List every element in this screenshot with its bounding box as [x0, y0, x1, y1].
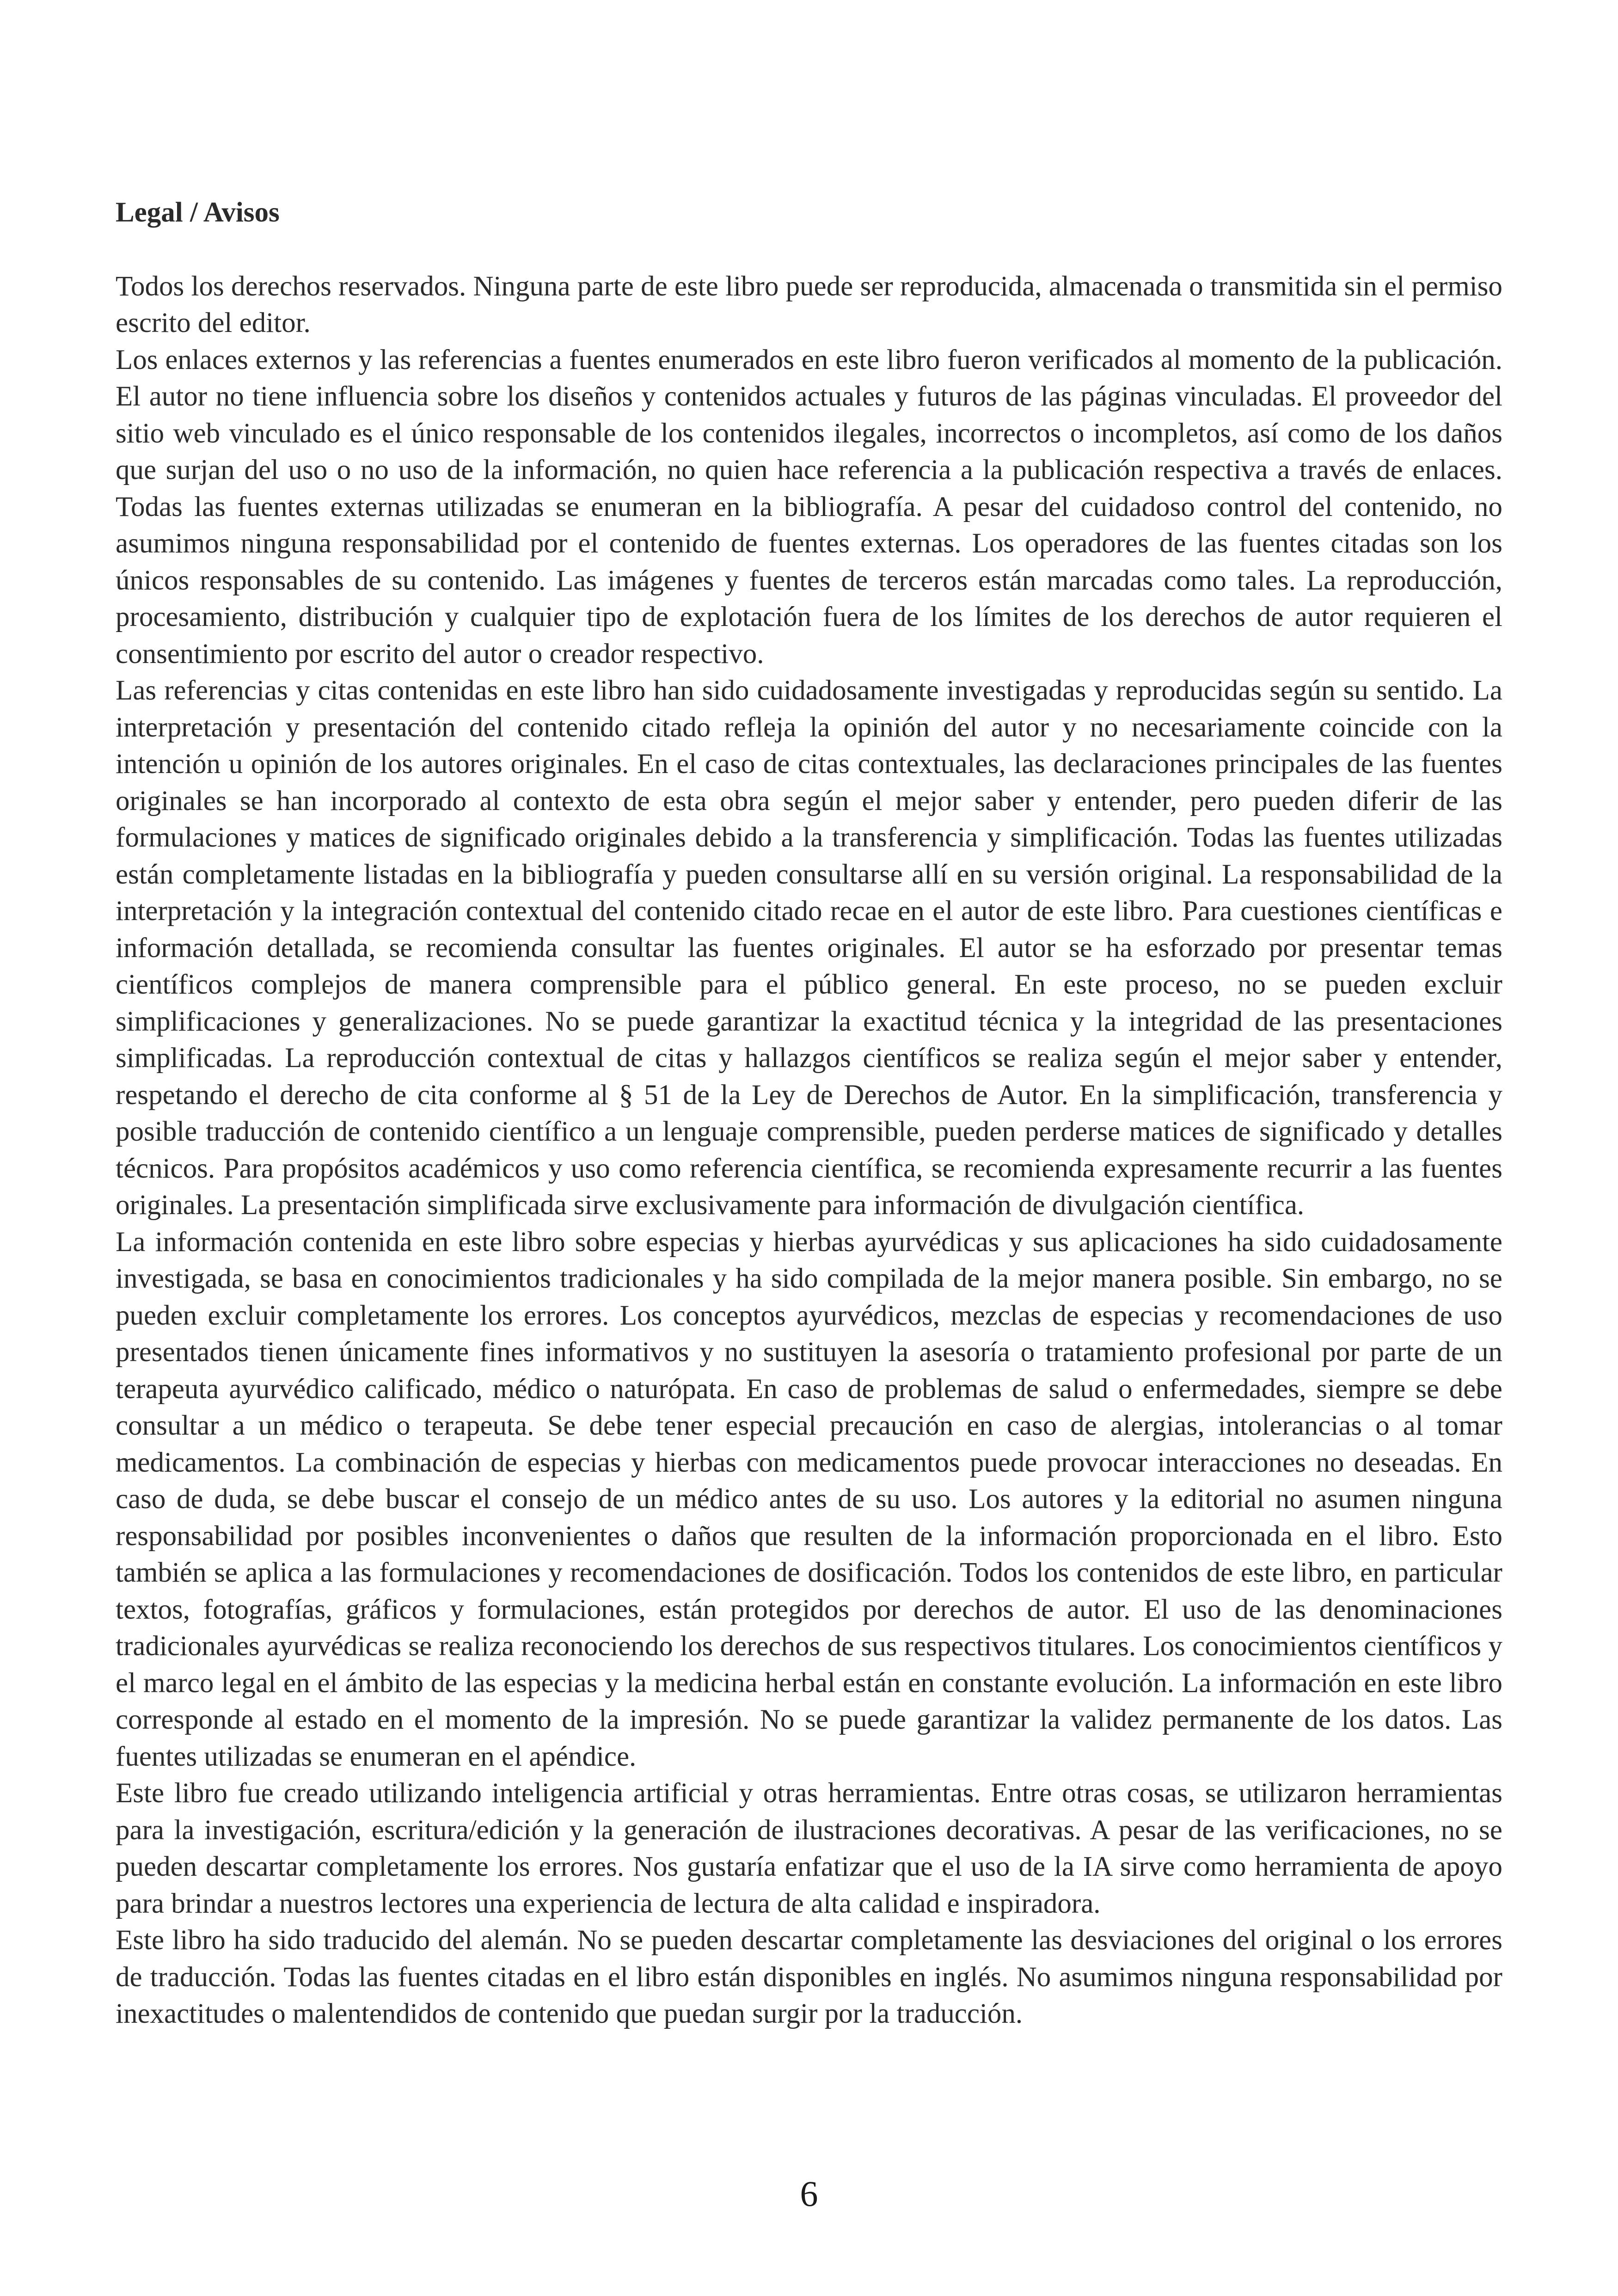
paragraph-copyright: Todos los derechos reservados. Ninguna parte de este libro puede ser reproducida, almacenada o transmitida sin el permiso escrito del editor.	[116, 270, 1502, 338]
paragraph-ayurveda-disclaimer: La información contenida en este libro sobre especias y hierbas ayurvédicas y sus aplicaciones ha sido cuidadosamente investigada, se basa en conocimientos tradicionales y ha sido compilada de la mejor manera posible. Sin embargo, no se pueden excluir completamente los errores. Los conceptos ayurvédicos, mezclas de especias y recomendaciones de uso presentados tienen únicamente fines informativos y no sustituyen la asesoría o tratamiento profesional por parte de un terapeuta ayurvédico calificado, médico o naturópata. En caso de problemas de salud o enfermedades, siempre se debe consultar a un médico o terapeuta. Se debe tener especial precaución en caso de alergias, intolerancias o al tomar medicamentos. La combinación de especias y hierbas con medicamentos puede provocar interacciones no deseadas. En caso de duda, se debe buscar el consejo de un médico antes de su uso. Los autores y la editorial no asumen ninguna responsabilidad por posibles inconvenientes o daños que resulten de la información proporcionada en el libro. Esto también se aplica a las formulaciones y recomendaciones de dosificación. Todos los contenidos de este libro, en particular textos, fotografías, gráficos y formulaciones, están protegidos por derechos de autor. El uso de las denominaciones tradicionales ayurvédicas se realiza reconociendo los derechos de sus respectivos titulares. Los conocimientos científicos y el marco legal en el ámbito de las especias y la medicina herbal están en constante evolución. La información en este libro corresponde al estado en el momento de la impresión. No se puede garantizar la validez permanente de los datos. Las fuentes utilizadas se enumeran en el apéndice.	[116, 1226, 1502, 1772]
paragraph-citations: Las referencias y citas contenidas en este libro han sido cuidadosamente investigadas y reproducidas según su sentido. La interpretación y presentación del contenido citado refleja la opinión del autor y no necesariamente coincide con la intención u opinión de los autores originales. En el caso de citas contextuales, las declaraciones principales de las fuentes originales se han incorporado al contexto de esta obra según el mejor saber y entender, pero pueden diferir de las formulaciones y matices de significado originales debido a la transferencia y simplificación. Todas las fuentes utilizadas están completamente listadas en la bibliografía y pueden consultarse allí en su versión original. La responsabilidad de la interpretación y la integración contextual del contenido citado recae en el autor de este libro. Para cuestiones científicas e información detallada, se recomienda consultar las fuentes originales. El autor se ha esforzado por presentar temas científicos complejos de manera comprensible para el público general. En este proceso, no se pueden excluir simplificaciones y generalizaciones. No se puede garantizar la exactitud técnica y la integridad de las presentaciones simplificadas. La reproducción contextual de citas y hallazgos científicos se realiza según el mejor saber y entender, respetando el derecho de cita conforme al § 51 de la Ley de Derechos de Autor. En la simplificación, transferencia y posible traducción de contenido científico a un lenguaje comprensible, pueden perderse matices de significado y detalles técnicos. Para propósitos académicos y uso como referencia científica, se recomienda expresamente recurrir a las fuentes originales. La presentación simplificada sirve exclusivamente para información de divulgación científica.	[116, 675, 1502, 1221]
page-number: 6	[800, 2173, 818, 2214]
section-heading: Legal / Avisos	[116, 197, 280, 228]
paragraph-ai-usage: Este libro fue creado utilizando inteligencia artificial y otras herramientas. Entre otras cosas, se utilizaron herramientas para la investigación, escritura/edición y la generación de ilustraciones decorativas. A pesar de las verificaciones, no se pueden descartar completamente los errores. Nos gustaría enfatizar que el uso de la IA sirve como herramienta de apoyo para brindar a nuestros lectores una experiencia de lectura de alta calidad e inspiradora.	[116, 1778, 1502, 1919]
paragraph-external-links: Los enlaces externos y las referencias a fuentes enumerados en este libro fueron verificados al momento de la publicación. El autor no tiene influencia sobre los diseños y contenidos actuales y futuros de las páginas vinculadas. El proveedor del sitio web vinculado es el único responsable de los contenidos ilegales, incorrectos o incompletos, así como de los daños que surjan del uso o no uso de la información, no quien hace referencia a la publicación respectiva a través de enlaces. Todas las fuentes externas utilizadas se enumeran en la bibliografía. A pesar del cuidadoso control del contenido, no asumimos ninguna responsabilidad por el contenido de fuentes externas. Los operadores de las fuentes citadas son los únicos responsables de su contenido. Las imágenes y fuentes de terceros están marcadas como tales. La reproducción, procesamiento, distribución y cualquier tipo de explotación fuera de los límites de los derechos de autor requieren el consentimiento por escrito del autor o creador respectivo.	[116, 344, 1502, 669]
page-content	[116, 194, 1502, 2032]
paragraph-translation: Este libro ha sido traducido del alemán. No se pueden descartar completamente las desviaciones del original o los errores de traducción. Todas las fuentes citadas en el libro están disponibles en inglés. No asumimos ninguna responsabilidad por inexactitudes o malentendidos de contenido que puedan surgir por la traducción.	[116, 1925, 1502, 2029]
